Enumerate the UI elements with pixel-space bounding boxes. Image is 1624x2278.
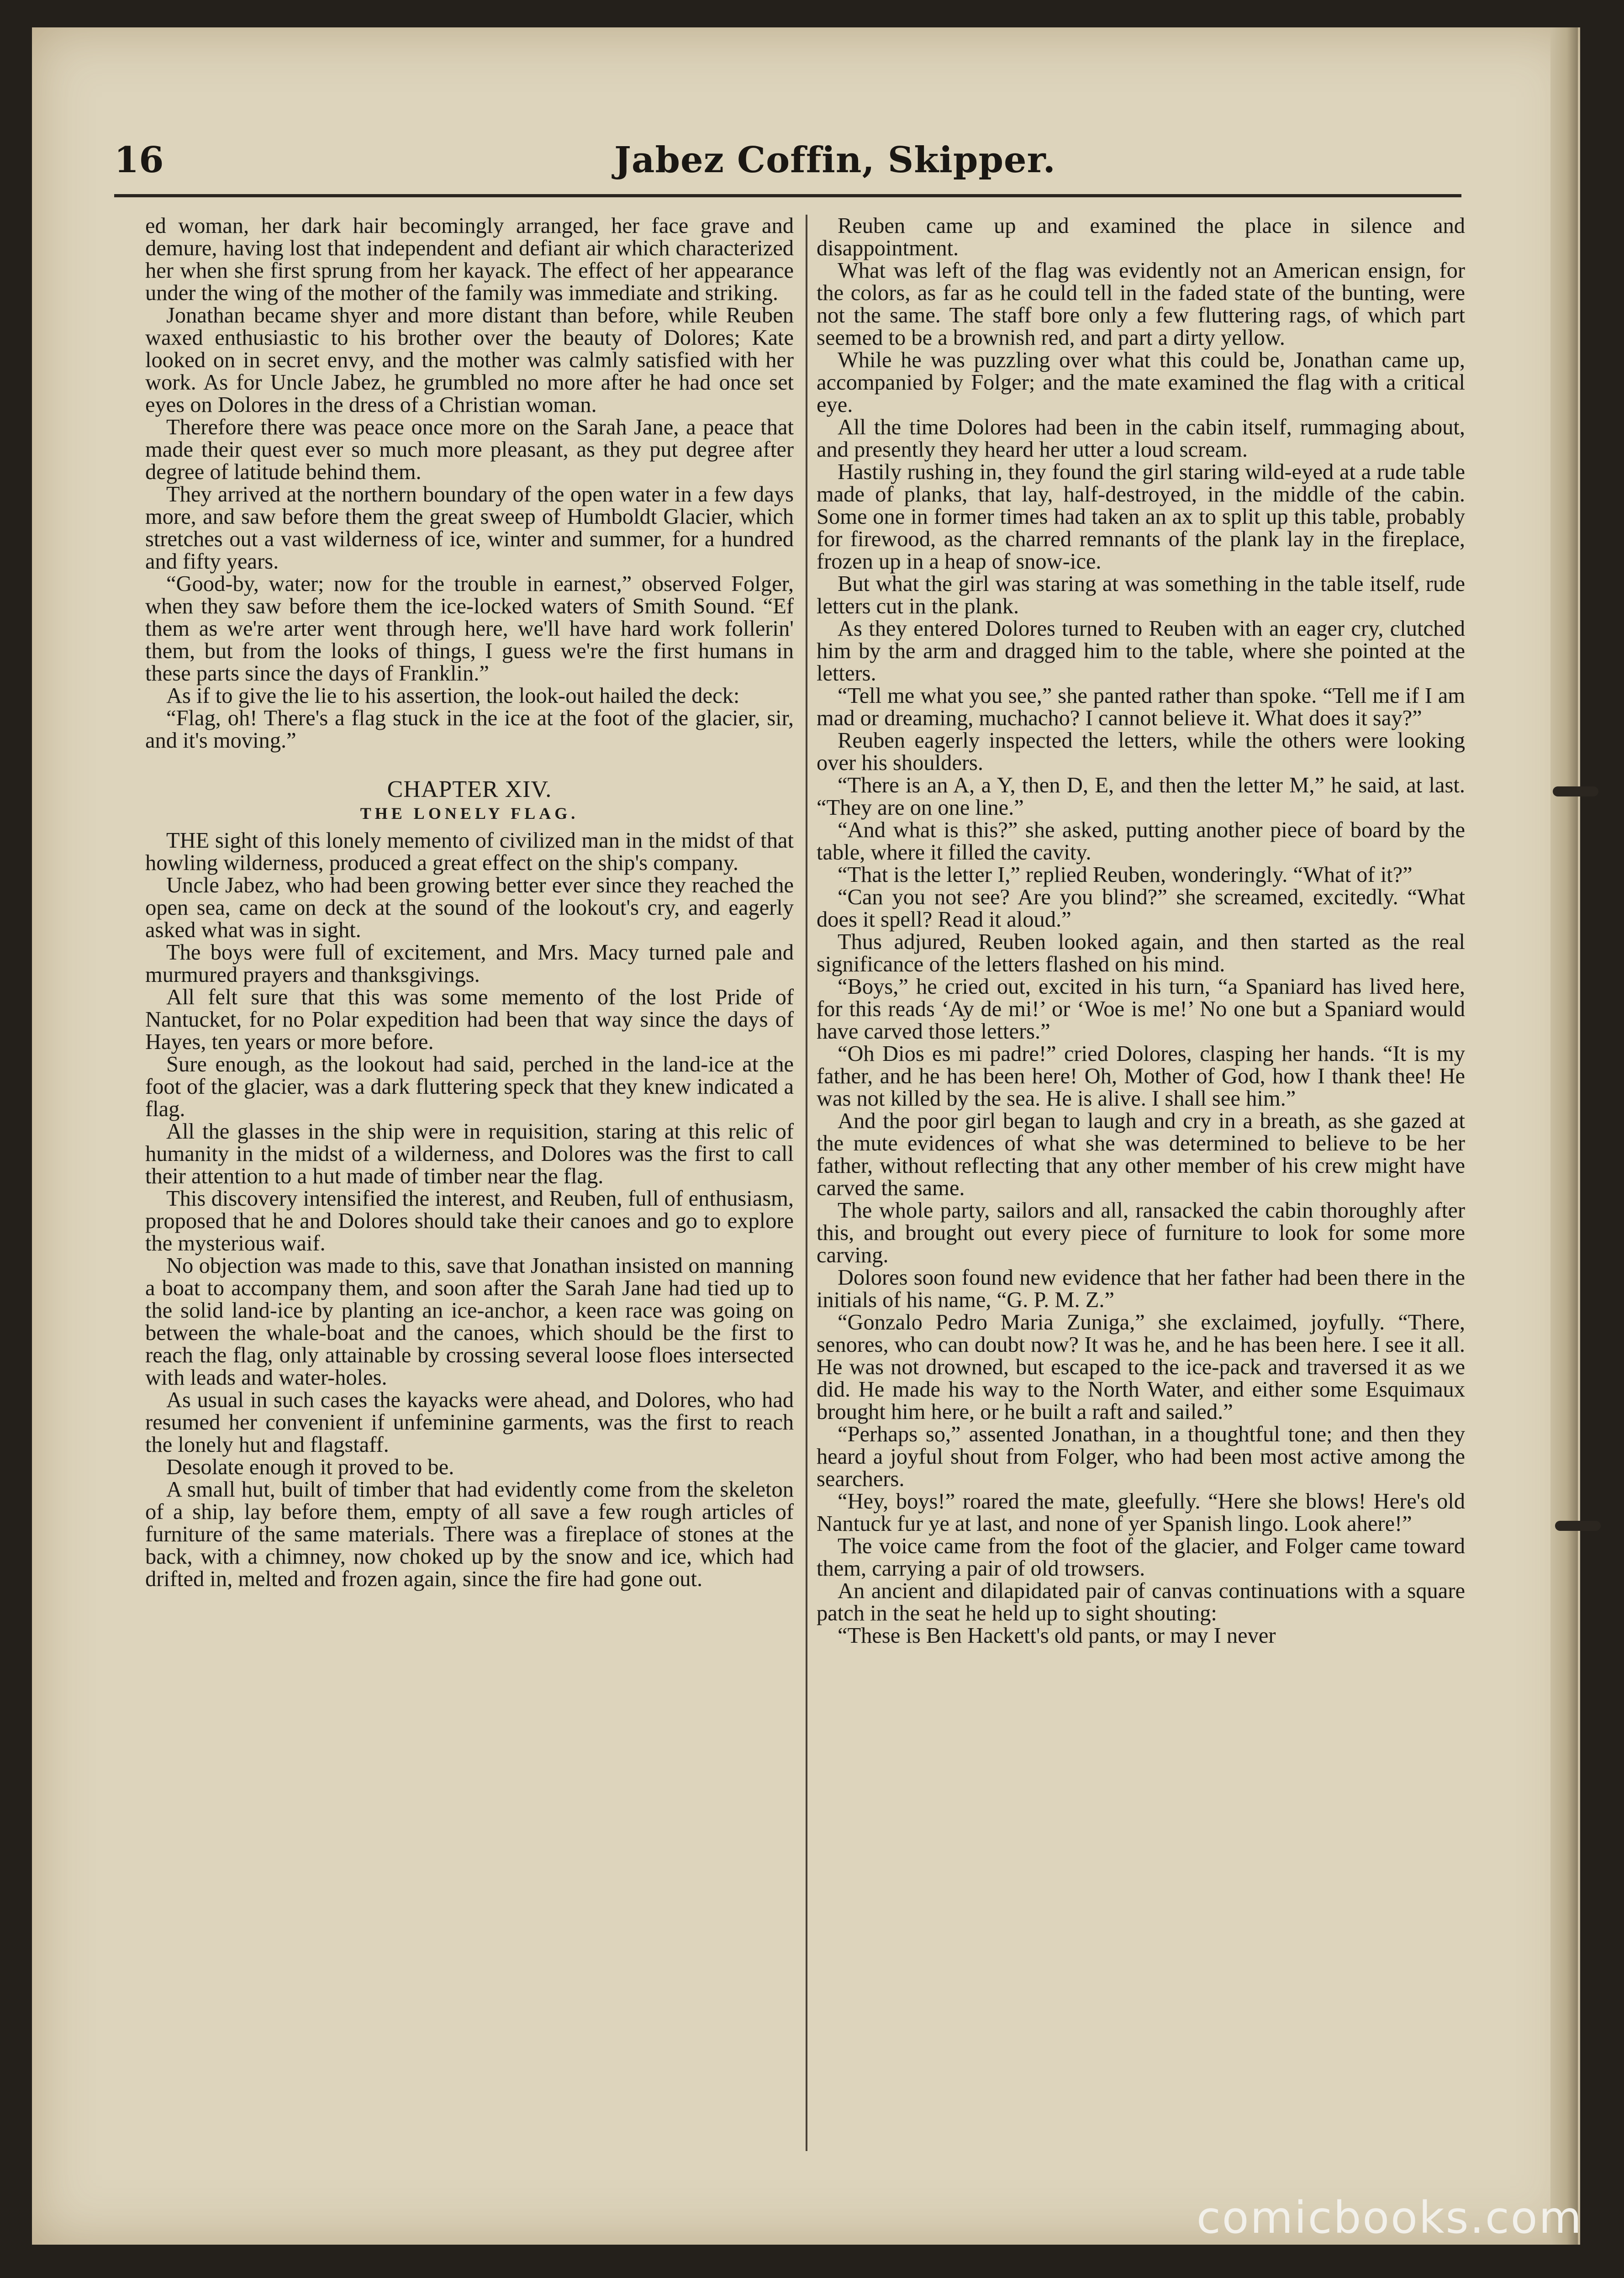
paragraph: No objection was made to this, save that Jonathan insisted on manning a boat to accompany them, and soon after the Sarah Jane had tied up to the solid land-ice by planting an ice-anchor, a keen race was going on between the whale-boat and the canoes, which should be the first to reach the flag, only attainable by crossing several loose floes intersected with leads and water-holes. xyxy=(145,1254,794,1390)
paragraph: All the time Dolores had been in the cabin itself, rummaging about, and presently they heard her utter a loud scream. xyxy=(817,415,1465,462)
left-column xyxy=(145,215,794,2160)
header-rule xyxy=(114,194,1461,197)
paragraph: “And what is this?” she asked, putting another piece of board by the table, where it filled the cavity. xyxy=(817,818,1465,865)
paragraph: “Perhaps so,” assented Jonathan, in a thoughtful tone; and then they heard a joyful shout from Folger, who had been most active among the searchers. xyxy=(817,1422,1465,1491)
paragraph: The boys were full of excitement, and Mrs. Macy turned pale and murmured prayers and thanksgivings. xyxy=(145,940,794,987)
paragraph: “Oh Dios es mi padre!” cried Dolores, clasping her hands. “It is my father, and he has been here! Oh, Mother of God, how I thank thee! He was not killed by the sea. He is alive. I shall see him.” xyxy=(817,1042,1465,1111)
paragraph: “That is the letter I,” replied Reuben, wonderingly. “What of it?” xyxy=(838,863,1413,887)
running-title: Jabez Coffin, Skipper. xyxy=(614,139,1056,181)
paragraph: Sure enough, as the lookout had said, perched in the land-ice at the foot of the glacier, was a dark fluttering speck that they knew indicated a flag. xyxy=(145,1052,794,1121)
paragraph: “Good-by, water; now for the trouble in earnest,” observed Folger, when they saw before them the ice-locked waters of Smith Sound. “Ef them as we're arter went through here, we'll have hard work follerin' them, but from the looks of things, I guess we're the first humans in these parts since the days of Franklin.” xyxy=(145,572,794,686)
paragraph: An ancient and dilapidated pair of canvas continuations with a square patch in the seat he held up to sight shouting: xyxy=(817,1579,1465,1625)
paragraph: This discovery intensified the interest, and Reuben, full of enthusiasm, proposed that he and Dolores should take their canoes and go to explore the mysterious waif. xyxy=(145,1186,794,1255)
paragraph: Therefore there was peace once more on the Sarah Jane, a peace that made their quest ever so much more pleasant, as they put degree after degree of latitude behind them. xyxy=(145,415,794,484)
paragraph: “These is Ben Hackett's old pants, or may I never xyxy=(838,1624,1276,1648)
paragraph: Dolores soon found new evidence that her father had been there in the initials of his name, “G. P. M. Z.” xyxy=(817,1266,1465,1312)
watermark: comicbooks.com xyxy=(1197,2192,1583,2243)
binding-spine xyxy=(1550,27,1578,2245)
paragraph: “Hey, boys!” roared the mate, gleefully. “Here she blows! Here's old Nantuck fur ye at last, and none of yer Spanish lingo. Look ahere!” xyxy=(817,1489,1465,1536)
paragraph: “There is an A, a Y, then D, E, and then the letter M,” he said, at last. “They are on one line.” xyxy=(817,773,1465,820)
paragraph: The voice came from the foot of the glacier, and Folger came toward them, carrying a pair of old trowsers. xyxy=(817,1534,1465,1581)
paragraph: And the poor girl began to laugh and cry in a breath, as she gazed at the mute evidences of what she was determined to believe to be her father, without reflecting that any other member of his crew might have carved the same. xyxy=(817,1109,1465,1200)
column-divider xyxy=(806,215,807,2151)
paragraph: A small hut, built of timber that had evidently come from the skeleton of a ship, lay before them, empty of all save a few rough articles of furniture of the same materials. There was a fireplace of stones at the back, with a chimney, now choked up by the snow and ice, which had drifted in, melted and frozen again, since the fire had gone out. xyxy=(145,1477,794,1591)
paragraph: What was left of the flag was evidently not an American ensign, for the colors, as far as he could tell in the faded state of the bunting, were not the same. The staff bore only a few fluttering rags, of which part seemed to be a brownish red, and part a dirty yellow. xyxy=(817,258,1465,350)
paragraph: “Tell me what you see,” she panted rather than spoke. “Tell me if I am mad or dreaming, muchacho? I cannot believe it. What does it say?” xyxy=(817,684,1465,730)
chapter-subtitle: THE LONELY FLAG. xyxy=(360,804,579,823)
paragraph: Reuben eagerly inspected the letters, while the others were looking over his shoulders. xyxy=(817,728,1465,775)
paragraph: As usual in such cases the kayacks were ahead, and Dolores, who had resumed her convenient if unfeminine garments, was the first to reach the lonely hut and flagstaff. xyxy=(145,1388,794,1457)
paragraph: ed woman, her dark hair becomingly arranged, her face grave and demure, having lost that independent and defiant air which characterized her when she first sprung from her kayack. The effect of her appearance under the wing of the mother of the family was immediate and striking. xyxy=(145,215,794,305)
page-number: 16 xyxy=(114,139,164,181)
paragraph: Desolate enough it proved to be. xyxy=(166,1455,454,1479)
paragraph: The whole party, sailors and all, ransacked the cabin thoroughly after this, and brought out every piece of furniture to look for some more carving. xyxy=(817,1198,1465,1267)
paragraph: Jonathan became shyer and more distant than before, while Reuben waxed enthusiastic to his brother over the beauty of Dolores; Kate looked on in secret envy, and the mother was calmly satisfied with her work. As for Uncle Jabez, he grumbled no more after he had once set eyes on Dolores in the dress of a Christian woman. xyxy=(145,303,794,417)
chapter-heading: CHAPTER XIV. xyxy=(387,776,552,802)
paragraph: THE sight of this lonely memento of civilized man in the midst of that howling wilderness, produced a great effect on the ship's company. xyxy=(145,828,794,875)
right-column xyxy=(817,215,1465,2160)
paragraph: But what the girl was staring at was something in the table itself, rude letters cut in the plank. xyxy=(817,572,1465,618)
paragraph: While he was puzzling over what this could be, Jonathan came up, accompanied by Folger; and the mate examined the flag with a critical eye. xyxy=(817,348,1465,417)
paragraph: “Boys,” he cried out, excited in his turn, “a Spaniard has lived here, for this reads ‘Ay de mi!’ or ‘Woe is me!’ No one but a Spaniard would have carved those letters.” xyxy=(817,975,1465,1044)
paragraph: Thus adjured, Reuben looked again, and then started as the real significance of the letters flashed on his mind. xyxy=(817,930,1465,976)
binding-stitch xyxy=(1555,1521,1601,1531)
paragraph: “Flag, oh! There's a flag stuck in the ice at the foot of the glacier, sir, and it's moving.” xyxy=(145,706,794,753)
paragraph: “Gonzalo Pedro Maria Zuniga,” she exclaimed, joyfully. “There, senores, who can doubt now? It was he, and he has been here. I see it all. He was not drowned, but escaped to the ice-pack and traversed it as we did. He made his way to the North Water, and either some Esquimaux brought him here, or he built a raft and sailed.” xyxy=(817,1310,1465,1424)
paragraph: As they entered Dolores turned to Reuben with an eager cry, clutched him by the arm and dragged him to the table, where she pointed at the letters. xyxy=(817,617,1465,686)
paragraph: Uncle Jabez, who had been growing better ever since they reached the open sea, came on deck at the sound of the lookout's cry, and eagerly asked what was in sight. xyxy=(145,873,794,942)
paragraph: Hastily rushing in, they found the girl staring wild-eyed at a rude table made of planks, that lay, half-destroyed, in the middle of the cabin. Some one in former times had taken an ax to split up this table, probably for firewood, as the charred remnants of the plank lay in the fireplace, frozen up in a heap of snow-ice. xyxy=(817,460,1465,574)
paragraph: They arrived at the northern boundary of the open water in a few days more, and saw before them the great sweep of Humboldt Glacier, which stretches out a vast wilderness of ice, winter and summer, for a hundred and fifty years. xyxy=(145,482,794,574)
binding-stitch xyxy=(1553,786,1598,796)
paragraph: All felt sure that this was some memento of the lost Pride of Nantucket, for no Polar expedition had been that way since the days of Hayes, ten years or more before. xyxy=(145,985,794,1054)
paragraph: As if to give the lie to his assertion, the look-out hailed the deck: xyxy=(166,684,740,708)
paragraph: “Can you not see? Are you blind?” she screamed, excitedly. “What does it spell? Read it aloud.” xyxy=(817,885,1465,932)
paragraph: Reuben came up and examined the place in silence and disappointment. xyxy=(817,215,1465,260)
paragraph: All the glasses in the ship were in requisition, staring at this relic of humanity in the midst of a wilderness, and Dolores was the first to call their attention to a hut made of timber near the flag. xyxy=(145,1119,794,1188)
